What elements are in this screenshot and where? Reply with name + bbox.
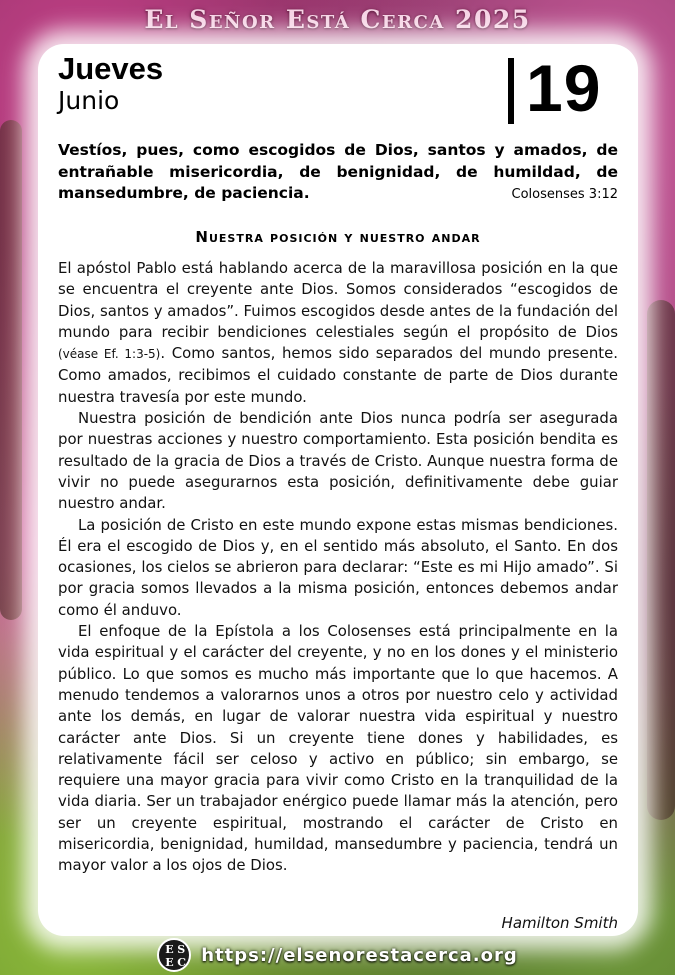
paragraph-2: Nuestra posición de bendición ante Dios nunca podría ser asegurada por nuestras acciones y nuestro comportamiento. Esta posición bendita es resultado de la gracia de Dios a través de Cristo. Aunque nuestra forma de vivir no puede asegurarnos esta posición, definitivamente debe guiar nuestro andar. [58,409,618,513]
logo-letter: E [165,956,174,969]
footer [0,935,675,975]
paragraph-4: El enfoque de la Epístola a los Colosenses está principalmente en la vida espiritual y el carácter del creyente, y no en los dones y el ministerio público. Lo que somos es mucho más importante que lo que hacemos. A menudo tendemos a valorarnos unos a otros por nuestro celo y actividad ante los demás, en lugar de valorar nuestra vida espiritual y nuestro carácter ante Dios. Si un creyente tiene dones y habilidades, es relativamente fácil ser celoso y activo en público; sin embargo, se requiere una mayor gracia para vivir como Cristo en la tranquilidad de la vida diaria. Ser un trabajador enérgico puede llamar más la atención, pero ser un creyente espiritual, mostrando el carácter de Cristo en misericordia, benignidad, humildad, mansedumbre y paciencia, tendrá un mayor valor a los ojos de Dios. [58,622,618,875]
scripture-reference: (véase Ef. 1:3-5) [58,347,161,362]
paragraph-1 [58,258,618,408]
background-tree-trunk-left [0,120,22,620]
date-divider [508,58,514,124]
paragraph-3: La posición de Cristo en este mundo expone estas mismas bendiciones. Él era el escogido de Dios y, en el sentido más absoluto, el Santo. En dos ocasiones, los cielos se abrieron para declarar: “Este es mi Hijo amado”. Si por gracia somos llevados a la misma posición, entonces debemos andar como él anduvo. [58,515,618,619]
author-name: Hamilton Smith [501,914,618,932]
logo-letter: C [177,956,186,969]
weekday-label: Jueves [58,51,164,86]
verse-text: Vestíos, pues, como escogidos de Dios, santos y amados, de entrañable misericordia, de benignidad, de humildad, de mansedumbre, de paciencia. [58,141,618,202]
logo-letter: E [165,943,174,956]
logo-letter: S [177,943,186,956]
day-number: 19 [526,51,602,125]
paragraph-1-start: El apóstol Pablo está hablando acerca de la maravillosa posición en la que se encuentra el creyente ante Dios. Somos considerados “escogidos de Dios, santos y amados”. Fuimos escogidos desde antes de la fundación del mundo para recibir bendiciones celestiales según el propósito de Dios [58,259,618,341]
article-title: Nuestra posición y nuestro andar [195,228,481,246]
publication-title: El Señor Está Cerca 2025 [144,5,531,34]
paragraph-1-end: . Como santos, hemos sido separados del mundo presente. Como amados, recibimos el cuidado constante de parte de Dios durante nuestra travesía por este mundo. [58,344,618,406]
month-label: Junio [58,86,120,115]
eselc-logo-icon [157,938,191,972]
website-link[interactable]: https://elsenorestacerca.org [201,944,518,966]
devotional-card [38,44,638,936]
article-body [58,258,618,877]
verse-reference: Colosenses 3:12 [511,187,618,202]
background-tree-trunk-right [647,300,675,820]
